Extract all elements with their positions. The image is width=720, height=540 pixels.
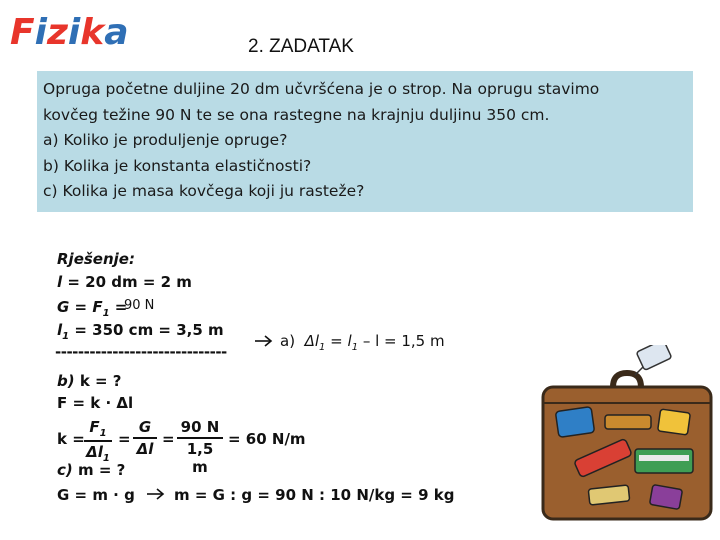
suitcase-icon	[535, 345, 715, 525]
fraction-g-dl: G Δl	[133, 418, 157, 458]
k-result: = 60 N/m	[228, 430, 306, 448]
k-equals: k =	[57, 430, 85, 448]
fraction-f1-dl1: $F_1$ $\Delta l_1$	[84, 418, 112, 464]
arrow-right-icon	[254, 334, 274, 348]
equals-sign: =	[162, 430, 175, 448]
page-title: 2. ZADATAK	[248, 36, 354, 57]
task-line: kovčeg težine 90 N te se ona rastegne na krajnju duljinu 350 cm.	[43, 105, 550, 124]
given-l1: $l_1 = 350$ cm = 3,5 m	[57, 321, 224, 342]
arrow-right-icon	[146, 487, 166, 501]
task-box	[37, 71, 693, 212]
part-c-question: c) m = ?	[57, 461, 126, 479]
task-line: Opruga početne duljine 20 dm učvršćena je o strop. Na oprugu stavimo	[43, 80, 600, 98]
mass-result: m = G : g = 90 N : 10 N/kg = 9 kg	[174, 486, 455, 504]
equals-sign: =	[118, 430, 131, 448]
part-b-question: b) k = ?	[57, 372, 122, 390]
svg-text:Fizika: Fizika	[10, 12, 129, 52]
task-line: c) Kolika je masa kovčega koji ju rasteže?	[43, 182, 365, 200]
answer-a: a) $\Delta l_1 = l_1 - l = 1,5$ m	[280, 332, 445, 353]
hooke-formula: F = k · Δl	[57, 394, 134, 412]
solution-heading: Rješenje:	[57, 250, 135, 268]
weight-formula: G = m · g	[57, 486, 135, 504]
given-g-value: 90 N	[124, 298, 155, 313]
given-l: l = 20 dm = 2 m	[57, 273, 192, 291]
task-line: a) Koliko je produljenje opruge?	[43, 131, 288, 149]
task-line: b) Kolika je konstanta elastičnosti?	[43, 156, 312, 175]
divider: ------------------------------	[55, 343, 227, 361]
given-g: $G = F_1$ =	[57, 298, 128, 319]
fraction-values: 90 N 1,5 m	[177, 418, 223, 476]
fizika-logo	[8, 6, 158, 52]
